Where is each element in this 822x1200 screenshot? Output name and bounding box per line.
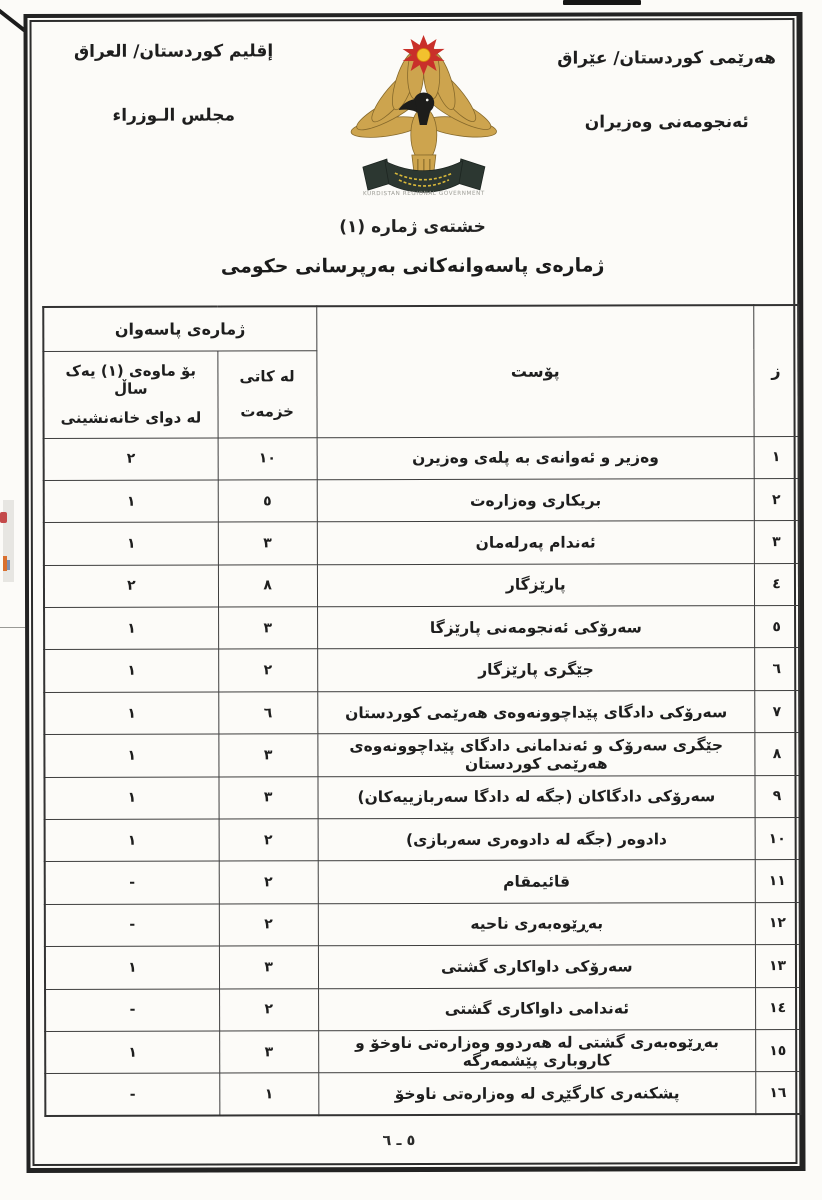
row-number-cell: ١٤	[756, 987, 801, 1030]
guards-during-service-cell: ٢	[219, 819, 318, 862]
row-number-cell: ٦	[755, 648, 800, 691]
after-retirement-line1: بۆ ماوەی (١) یەک ساڵ	[65, 361, 197, 398]
guards-table-container	[42, 304, 801, 1117]
guards-during-service-cell: ١	[220, 1073, 319, 1116]
post-cell: سەرۆکی دادگاکان (جگە لە دادگا سەربازییەکان)	[318, 775, 756, 819]
row-number-cell: ١٢	[755, 902, 800, 945]
guards-after-retirement-cell: -	[45, 989, 219, 1032]
guards-during-service-cell: ٣	[219, 776, 318, 819]
guards-during-service-cell: ٢	[219, 904, 318, 947]
guards-table	[42, 304, 801, 1117]
table-row	[45, 1072, 800, 1116]
post-cell: قائیمقام	[318, 860, 756, 904]
guards-during-service-cell: ٦	[219, 692, 318, 735]
document-border-frame	[23, 12, 805, 1173]
document-main-title: ژمارەی پاسەوانەکانی بەرپرسانی حکومی	[220, 254, 605, 278]
page-number: ٦ ـ ٥	[382, 1132, 416, 1150]
row-number-cell: ١٣	[756, 945, 801, 988]
row-number-cell: ١١	[755, 860, 800, 903]
guards-after-retirement-cell: -	[45, 904, 219, 947]
table-number-title: خشتەی ژمارە (١)	[339, 216, 486, 238]
column-header-after-retirement	[43, 351, 218, 438]
table-row	[44, 648, 799, 692]
krg-eagle-emblem	[340, 33, 508, 197]
row-number-cell: ١٦	[756, 1072, 801, 1115]
post-cell: جێگری پارێزگار	[317, 648, 755, 692]
during-service-line1: لە کاتی	[239, 367, 295, 386]
row-number-cell: ٣	[754, 521, 799, 564]
eagle-eye	[426, 99, 429, 102]
table-row	[44, 436, 799, 480]
table-row	[44, 521, 799, 565]
guards-after-retirement-cell: ١	[44, 607, 218, 650]
guards-after-retirement-cell: ١	[44, 734, 218, 777]
guards-during-service-cell: ٣	[218, 607, 317, 650]
guards-during-service-cell: ٢	[219, 988, 318, 1031]
row-number-cell: ٢	[754, 478, 799, 521]
table-row	[44, 563, 799, 607]
column-header-during-service	[218, 350, 317, 437]
guards-after-retirement-cell: ١	[44, 777, 218, 820]
guards-during-service-cell: ٥	[218, 480, 317, 523]
column-header-index: ز	[754, 305, 799, 436]
table-row	[45, 860, 800, 904]
post-cell: پشکنەری کارگێڕی لە وەزارەتی ناوخۆ	[318, 1072, 756, 1116]
post-cell: بریکاری وەزارەت	[317, 479, 755, 523]
guards-during-service-cell: ٨	[218, 564, 317, 607]
table-row	[45, 945, 800, 989]
post-cell: جێگری سەرۆک و ئەندامانی دادگای پێداچوونەوەی هەرێمی کوردستان	[317, 733, 755, 777]
post-cell: پارێزگار	[317, 563, 755, 607]
guards-during-service-cell: ٢	[218, 649, 317, 692]
row-number-cell: ٥	[755, 606, 800, 649]
row-number-cell: ٤	[755, 563, 800, 606]
row-number-cell: ٩	[755, 775, 800, 818]
table-row	[44, 775, 799, 819]
post-cell: بەڕێوەبەری ناحیە	[318, 902, 756, 946]
guards-after-retirement-cell: ١	[44, 649, 218, 692]
guards-during-service-cell: ٢	[219, 861, 318, 904]
table-row	[44, 478, 799, 522]
header-arabic-region-line: إقليم كوردستان/ العراق	[73, 41, 274, 62]
during-service-line2: خزمەت	[240, 402, 295, 421]
guards-after-retirement-cell: ١	[45, 1031, 219, 1074]
emblem-caption: KURDISTAN REGIONAL GOVERNMENT	[362, 190, 485, 198]
table-row	[45, 818, 800, 862]
guards-during-service-cell: ١٠	[218, 437, 317, 480]
row-number-cell: ١٥	[756, 1029, 801, 1072]
post-cell: سەرۆکی ئەنجومەنی پارێزگا	[317, 606, 755, 650]
guards-after-retirement-cell: ١	[45, 946, 219, 989]
after-retirement-line2: لە دوای خانەنشینی	[60, 408, 202, 427]
header-arabic-council-line: مجلس الـوزراء	[112, 105, 235, 126]
post-cell: سەرۆکی دادگای پێداچوونەوەی هەرێمی کوردستان	[317, 690, 755, 734]
guards-after-retirement-cell: ١	[44, 480, 218, 523]
post-cell: سەرۆکی داواکاری گشتی	[318, 945, 756, 989]
table-row	[44, 690, 799, 734]
table-row	[45, 1029, 800, 1073]
guards-after-retirement-cell: -	[45, 1073, 219, 1116]
header-kurdish-council-line: ئەنجومەنی وەزیران	[584, 112, 749, 133]
guards-after-retirement-cell: ٢	[44, 565, 218, 608]
scan-red-mark-artifact	[0, 512, 7, 523]
row-number-cell: ٧	[755, 690, 800, 733]
scan-bar-artifact	[563, 0, 641, 5]
post-cell: دادوەر (جگە لە دادوەری سەربازی)	[318, 818, 756, 862]
row-number-cell: ١	[754, 436, 799, 479]
post-cell: وەزیر و ئەوانەی بە پلەی وەزیرن	[317, 436, 755, 480]
guards-after-retirement-cell: ١	[44, 522, 218, 565]
guards-during-service-cell: ٣	[218, 522, 317, 565]
guards-during-service-cell: ٣	[219, 946, 318, 989]
table-row	[44, 733, 799, 777]
header-kurdish-region-line: هەرێمی کوردستان/ عێراق	[557, 48, 776, 69]
guards-after-retirement-cell: -	[45, 861, 219, 904]
table-row	[44, 606, 799, 650]
table-row	[45, 902, 800, 946]
guards-during-service-cell: ٣	[219, 1031, 318, 1074]
row-number-cell: ١٠	[755, 818, 800, 861]
row-number-cell: ٨	[755, 733, 800, 776]
guards-after-retirement-cell: ١	[45, 819, 219, 862]
post-cell: بەڕێوەبەری گشتی لە هەردوو وەزارەتی ناوخۆ و کاروباری پێشمەرگە	[318, 1030, 756, 1074]
post-cell: ئەندامی داواکاری گشتی	[318, 987, 756, 1031]
guards-during-service-cell: ٣	[219, 734, 318, 777]
scan-blue-mark-artifact	[7, 560, 10, 570]
guards-after-retirement-cell: ١	[44, 692, 218, 735]
krg-eagle-emblem-graphic	[340, 33, 508, 197]
guards-after-retirement-cell: ٢	[44, 438, 218, 481]
column-header-guards-group: ژمارەی پاسەوان	[43, 306, 316, 351]
column-header-post: پۆست	[316, 305, 754, 437]
post-cell: ئەندام پەرلەمان	[317, 521, 755, 565]
table-row	[45, 987, 800, 1031]
